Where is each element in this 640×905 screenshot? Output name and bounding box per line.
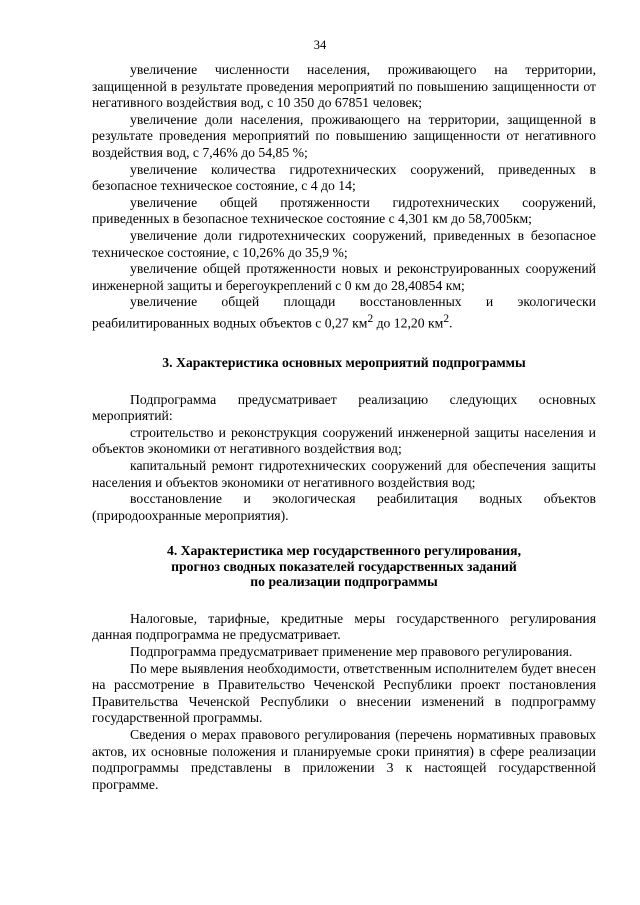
section-4-body	[92, 611, 596, 794]
page-content	[92, 62, 596, 793]
section-3-paragraph: капитальный ремонт гидротехнических сооружений для обеспечения защиты населения и объектов экономики от негативного воздействия вод;	[92, 457, 596, 490]
area-indicator-text: увеличение общей площади восстановленных и экологически реабилитированных водных объектов с 0,27 км	[92, 294, 596, 331]
section-4-heading	[92, 543, 596, 590]
section-3-paragraph: восстановление и экологическая реабилитация водных объектов (природоохранные мероприятия).	[92, 491, 596, 523]
indicator-paragraph: увеличение доли гидротехнических сооружений, приведенных в безопасное техническое состояние, с 10,26% до 35,9 %;	[92, 227, 596, 260]
section-3-heading: 3. Характеристика основных мероприятий подпрограммы	[162, 355, 526, 371]
area-indicator-text: до 12,20 км	[373, 315, 444, 331]
indicator-paragraph: увеличение численности населения, проживающего на территории, защищенной в результате проведения мероприятий по повышению защищенности от негативного воздействия вод, с 10 350 до 67851 человек;	[92, 62, 596, 111]
area-indicator-paragraph	[92, 294, 596, 332]
section-3-body	[92, 392, 596, 525]
indicator-paragraph: увеличение количества гидротехнических сооружений, приведенных в безопасное техническое состояние, с 4 до 14;	[92, 161, 596, 194]
indicator-paragraph: увеличение доли населения, проживающего на территории, защищенной в результате проведения мероприятий по повышению защищенности от негативного воздействия вод, с 7,46% до 54,85 %;	[92, 111, 596, 160]
area-unit-superscript: 2	[367, 312, 374, 325]
page-number: 34	[313, 38, 327, 52]
section-4-paragraph: Налоговые, тарифные, кредитные меры государственного регулирования данная подпрограмма не предусматривает.	[92, 610, 596, 643]
section-3-paragraph: строительство и реконструкция сооружений инженерной защиты населения и объектов экономики от негативного воздействия вод;	[92, 424, 596, 457]
section-4-heading-line: прогноз сводных показателей государственных заданий	[171, 558, 517, 574]
section-4-heading-line: по реализации подпрограммы	[250, 574, 438, 590]
section-4-paragraph: Подпрограмма предусматривает применение мер правового регулирования.	[130, 644, 573, 659]
area-unit-superscript: 2	[443, 312, 450, 325]
indicator-paragraph: увеличение общей протяженности гидротехнических сооружений, приведенных в безопасное техническое состояние с 4,301 км до 58,7005км;	[92, 194, 596, 227]
indicators-list	[92, 62, 596, 332]
section-3-paragraph: Подпрограмма предусматривает реализацию следующих основных мероприятий:	[92, 391, 596, 424]
section-4-paragraph: Сведения о мерах правового регулирования (перечень нормативных правовых актов, их основные положения и планируемые сроки принятия) в сфере реализации подпрограммы представлены в приложении 3 к настоящей государственной программе.	[92, 726, 596, 792]
area-indicator-text: .	[449, 315, 453, 331]
indicator-paragraph: увеличение общей протяженности новых и реконструированных сооружений инженерной защиты и берегоукреплений с 0 км до 28,40854 км;	[92, 261, 596, 293]
section-4-paragraph: По мере выявления необходимости, ответственным исполнителем будет внесен на рассмотрение в Правительство Чеченской Республики проект постановления Правительства Чеченской Республики о внесении изменений в подпрограмму государственной программы.	[92, 660, 596, 726]
section-4-heading-line: 4. Характеристика мер государственного регулирования,	[166, 543, 522, 559]
